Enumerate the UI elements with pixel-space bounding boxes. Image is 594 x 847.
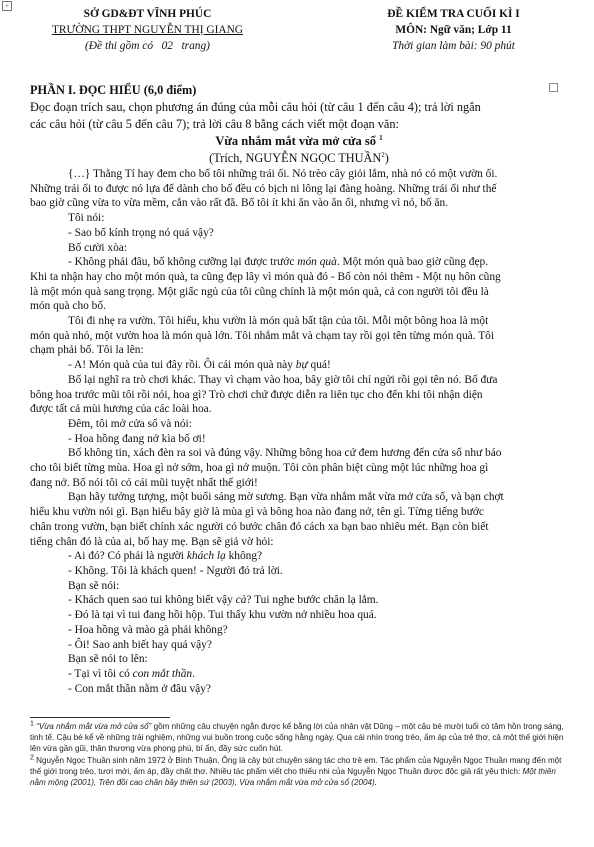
text-run: . — [192, 667, 195, 680]
italic-run: khách lạ — [186, 550, 226, 563]
text-line: được tất cả mùi hương của các loài hoa. — [30, 403, 212, 416]
exam-header — [20, 6, 576, 62]
text-line: đang nở. Bố nói tôi có cái mũi tuyệt nhất thế giới! — [30, 476, 258, 489]
text-line — [30, 358, 568, 373]
text-line: tiếng chân đó là của ai, bố hay mẹ. Bạn sẽ giả vờ hỏi: — [30, 535, 274, 548]
text-line: Bố lại nghĩ ra trò chơi khác. Thay vì chạm vào hoa, bây giờ tôi chỉ ngửi rồi gọi tên nó. Bố đưa — [68, 373, 498, 386]
text-line: chạm phải bố. Tôi la lên: — [30, 344, 144, 357]
page-count-note: (Đề thi gồm có 02 trang) — [85, 40, 210, 52]
passage-title — [30, 133, 568, 150]
text-line — [30, 593, 568, 608]
text-line: Bố không tin, xách đèn ra soi và đúng vậy. Những bông hoa cứ đem hương đến cửa sổ như báo — [68, 447, 502, 460]
text-line: món quà nhỏ, một vườn hoa là món quà lớn. Tôi nhắm mắt và chạm tay rồi gọi tên từng món quà. Tôi — [30, 329, 495, 342]
text-line: bông hoa trước mũi tôi rồi nói, hoa gì? Trò chơi chứ được diễn ra liên tục cho đến khi tôi nhận diện — [30, 388, 483, 401]
text-line: Bạn sẽ nói to lên: — [68, 653, 148, 666]
source-text: (Trích, NGUYỄN NGỌC THUẦN — [209, 151, 382, 165]
school-name: TRƯỜNG THPT NGUYỄN THỊ GIANG — [51, 24, 244, 36]
text-line: Tôi nói: — [68, 212, 105, 225]
footnote-number: 2 — [30, 753, 34, 761]
exam-body — [30, 82, 568, 696]
footnote-work-title: “Vừa nhắm mắt vừa mở cửa sổ” — [36, 722, 152, 731]
text-run: - Ai đó? Có phải là người — [68, 550, 187, 563]
text-run: không? — [225, 550, 263, 563]
story-text — [30, 167, 568, 696]
header-left — [20, 6, 275, 54]
italic-run: bự — [295, 359, 308, 372]
footnote-works: Một thiên nằm mộng (2001), Trên đồi cao chăn bầy thiên sứ (2003), Vừa nhắm mắt vừa mở cửa sổ (2004). — [30, 766, 556, 788]
text-line: Những trái ổi to được nó lựa để dành cho bố đều có bịch ni lông lại đàng hoàng. Những trái ổi như thế — [30, 182, 497, 195]
text-line — [30, 667, 568, 682]
header-right — [331, 6, 576, 54]
text-run: . Một món quà bao giờ cũng đẹp. — [336, 256, 489, 269]
text-line — [30, 255, 568, 270]
exam-title: ĐỀ KIỂM TRA CUỐI KÌ I — [387, 8, 520, 20]
text-line: Bạn hãy tưởng tượng, một buổi sáng mờ sương. Bạn vừa nhắm mắt vừa mở cửa sổ, và bạn chợt — [68, 491, 504, 504]
text-run: quá! — [307, 359, 331, 372]
text-line: - Không. Tôi là khách quen! - Người đó trả lời. — [68, 564, 283, 577]
text-line: cho tôi biết từng mùa. Hoa gì nở sớm, hoa gì nở muộn. Tôi còn phân biệt cùng một lúc những hoa gì — [30, 462, 489, 475]
text-line: hiểu khu vườn nói gì. Bạn hiểu bây giờ là mùa gì và bông hoa nào đang nở, tên gì. Từng tiếng bước — [30, 506, 484, 519]
footnote-1 — [30, 721, 572, 755]
text-line: bao giờ cũng vừa to vừa mềm, cắn vào rất đã. Bố tôi ít khi ăn vào ăn ổi, nhưng vì nó, bố ăn. — [30, 197, 449, 210]
text-line: Đêm, tôi mở cửa sổ và nói: — [68, 417, 192, 430]
instruction-line: Đọc đoạn trích sau, chọn phương án đúng của mỗi câu hỏi (từ câu 1 đến câu 4); trả lời ngắn — [30, 100, 481, 114]
section-heading: PHẦN I. ĐỌC HIỂU (6,0 điểm) — [30, 83, 197, 97]
text-line: món quà cho bố. — [30, 300, 106, 313]
footnote-2 — [30, 755, 572, 789]
passage-title-text: Vừa nhắm mắt vừa mở cửa sổ — [215, 134, 377, 148]
source-close: ) — [384, 151, 389, 165]
text-line: là một món quà sang trọng. Một giấc ngủ của tôi cũng chính là một món quà, cả con người tôi đều là — [30, 285, 489, 298]
footnote-number: 1 — [30, 720, 34, 728]
text-line: - Hoa hồng và mào gà phải không? — [68, 623, 228, 636]
text-line: {…} Thằng Tí hay đem cho bố tôi những trái ổi. Nó trèo cây giỏi lắm, nhà nó có một vườn ổi. — [68, 168, 498, 180]
text-line: Khi ta nhận hay cho một món quà, ta cũng đẹp lây vì món quà đó - Bố còn nói thêm - Một nụ hôn cũng — [30, 270, 501, 283]
text-run: - Không phải đâu, bố không cưỡng lại được trước — [68, 256, 298, 269]
footnote-divider — [30, 717, 170, 718]
text-line — [30, 549, 568, 564]
footnote-text: gồm những câu chuyện ngắn được kể bằng lời của nhân vật Dũng – một cậu bé mười tuổi có tâm hồn trong sáng, tinh tế. Cậu bé kể về những trải nghiệm, những vui buồn trong cuộc sống hằng ngày. Qua cái nhìn trong trẻo, ấm áp của trẻ thơ, cả một thế giới hiện lên vừa gần gũi, thân thương vừa phong phú, bí ẩn, đầy sức cuốn hút. — [30, 722, 564, 754]
text-line: - Con mắt thần nằm ở đâu vậy? — [68, 682, 211, 695]
text-line: Tôi đi nhẹ ra vườn. Tôi hiểu, khu vườn là món quà bất tận của tôi. Mỗi một bông hoa là một — [68, 315, 489, 328]
footnote-text: Nguyễn Ngọc Thuần sinh năm 1972 ở Bình Thuận. Ông là cây bút chuyên sáng tác cho trẻ em. Tác phẩm của Nguyễn Ngọc Thuần mang đến một thế giới trong trẻo, tươi mới, ấm áp, đầy chất thơ. Nhiều tác phẩm viết cho thiếu nhi của Nguyễn Ngọc Thuần được độc giả rất yêu thích: — [30, 755, 562, 776]
italic-run: cà — [235, 594, 247, 607]
time-limit: Thời gian làm bài: 90 phút — [392, 40, 515, 52]
text-line: - Hoa hồng đang nở kìa bố ơi! — [68, 432, 206, 445]
footnote-ref: 1 — [379, 133, 383, 142]
italic-run: món quà — [297, 256, 337, 269]
text-line: - Đó là tại vì tui đang hồi hộp. Tui thấy khu vườn nở nhiều hoa quá. — [68, 609, 377, 622]
subject-label: MÔN: Ngữ văn; Lớp 11 — [395, 24, 512, 36]
move-handle-icon[interactable]: + — [2, 1, 12, 11]
passage-source — [30, 150, 568, 167]
footnote-ref: 2 — [381, 150, 385, 159]
footnotes — [30, 721, 572, 788]
text-run: - Khách quen sao tui không biết vậy — [68, 594, 236, 607]
text-line: - Sao bố kính trọng nó quá vậy? — [68, 226, 214, 239]
italic-run: con mắt thần — [132, 667, 193, 680]
instruction-line: các câu hỏi (từ câu 5 đến câu 7); trả lời câu 8 bằng cách viết một đoạn văn: — [30, 117, 399, 131]
text-run: - Tại vì tôi có — [68, 667, 133, 680]
department-name: SỞ GD&ĐT VĨNH PHÚC — [83, 8, 212, 20]
text-line: - Ôi! Sao anh biết hay quá vậy? — [68, 638, 212, 651]
text-line: Bố cười xòa: — [68, 241, 128, 254]
text-run: ? Tui nghe bước chân lạ lắm. — [246, 594, 379, 607]
text-run: - A! Món quà của tui đây rồi. Ôi cái món quà này — [68, 359, 296, 372]
text-line: Bạn sẽ nói: — [68, 579, 120, 592]
text-line: chân trong vườn, bạn biết chính xác người có bước chân đó cách xa bạn bao nhiêu mét. Bạn còn biết — [30, 520, 489, 533]
